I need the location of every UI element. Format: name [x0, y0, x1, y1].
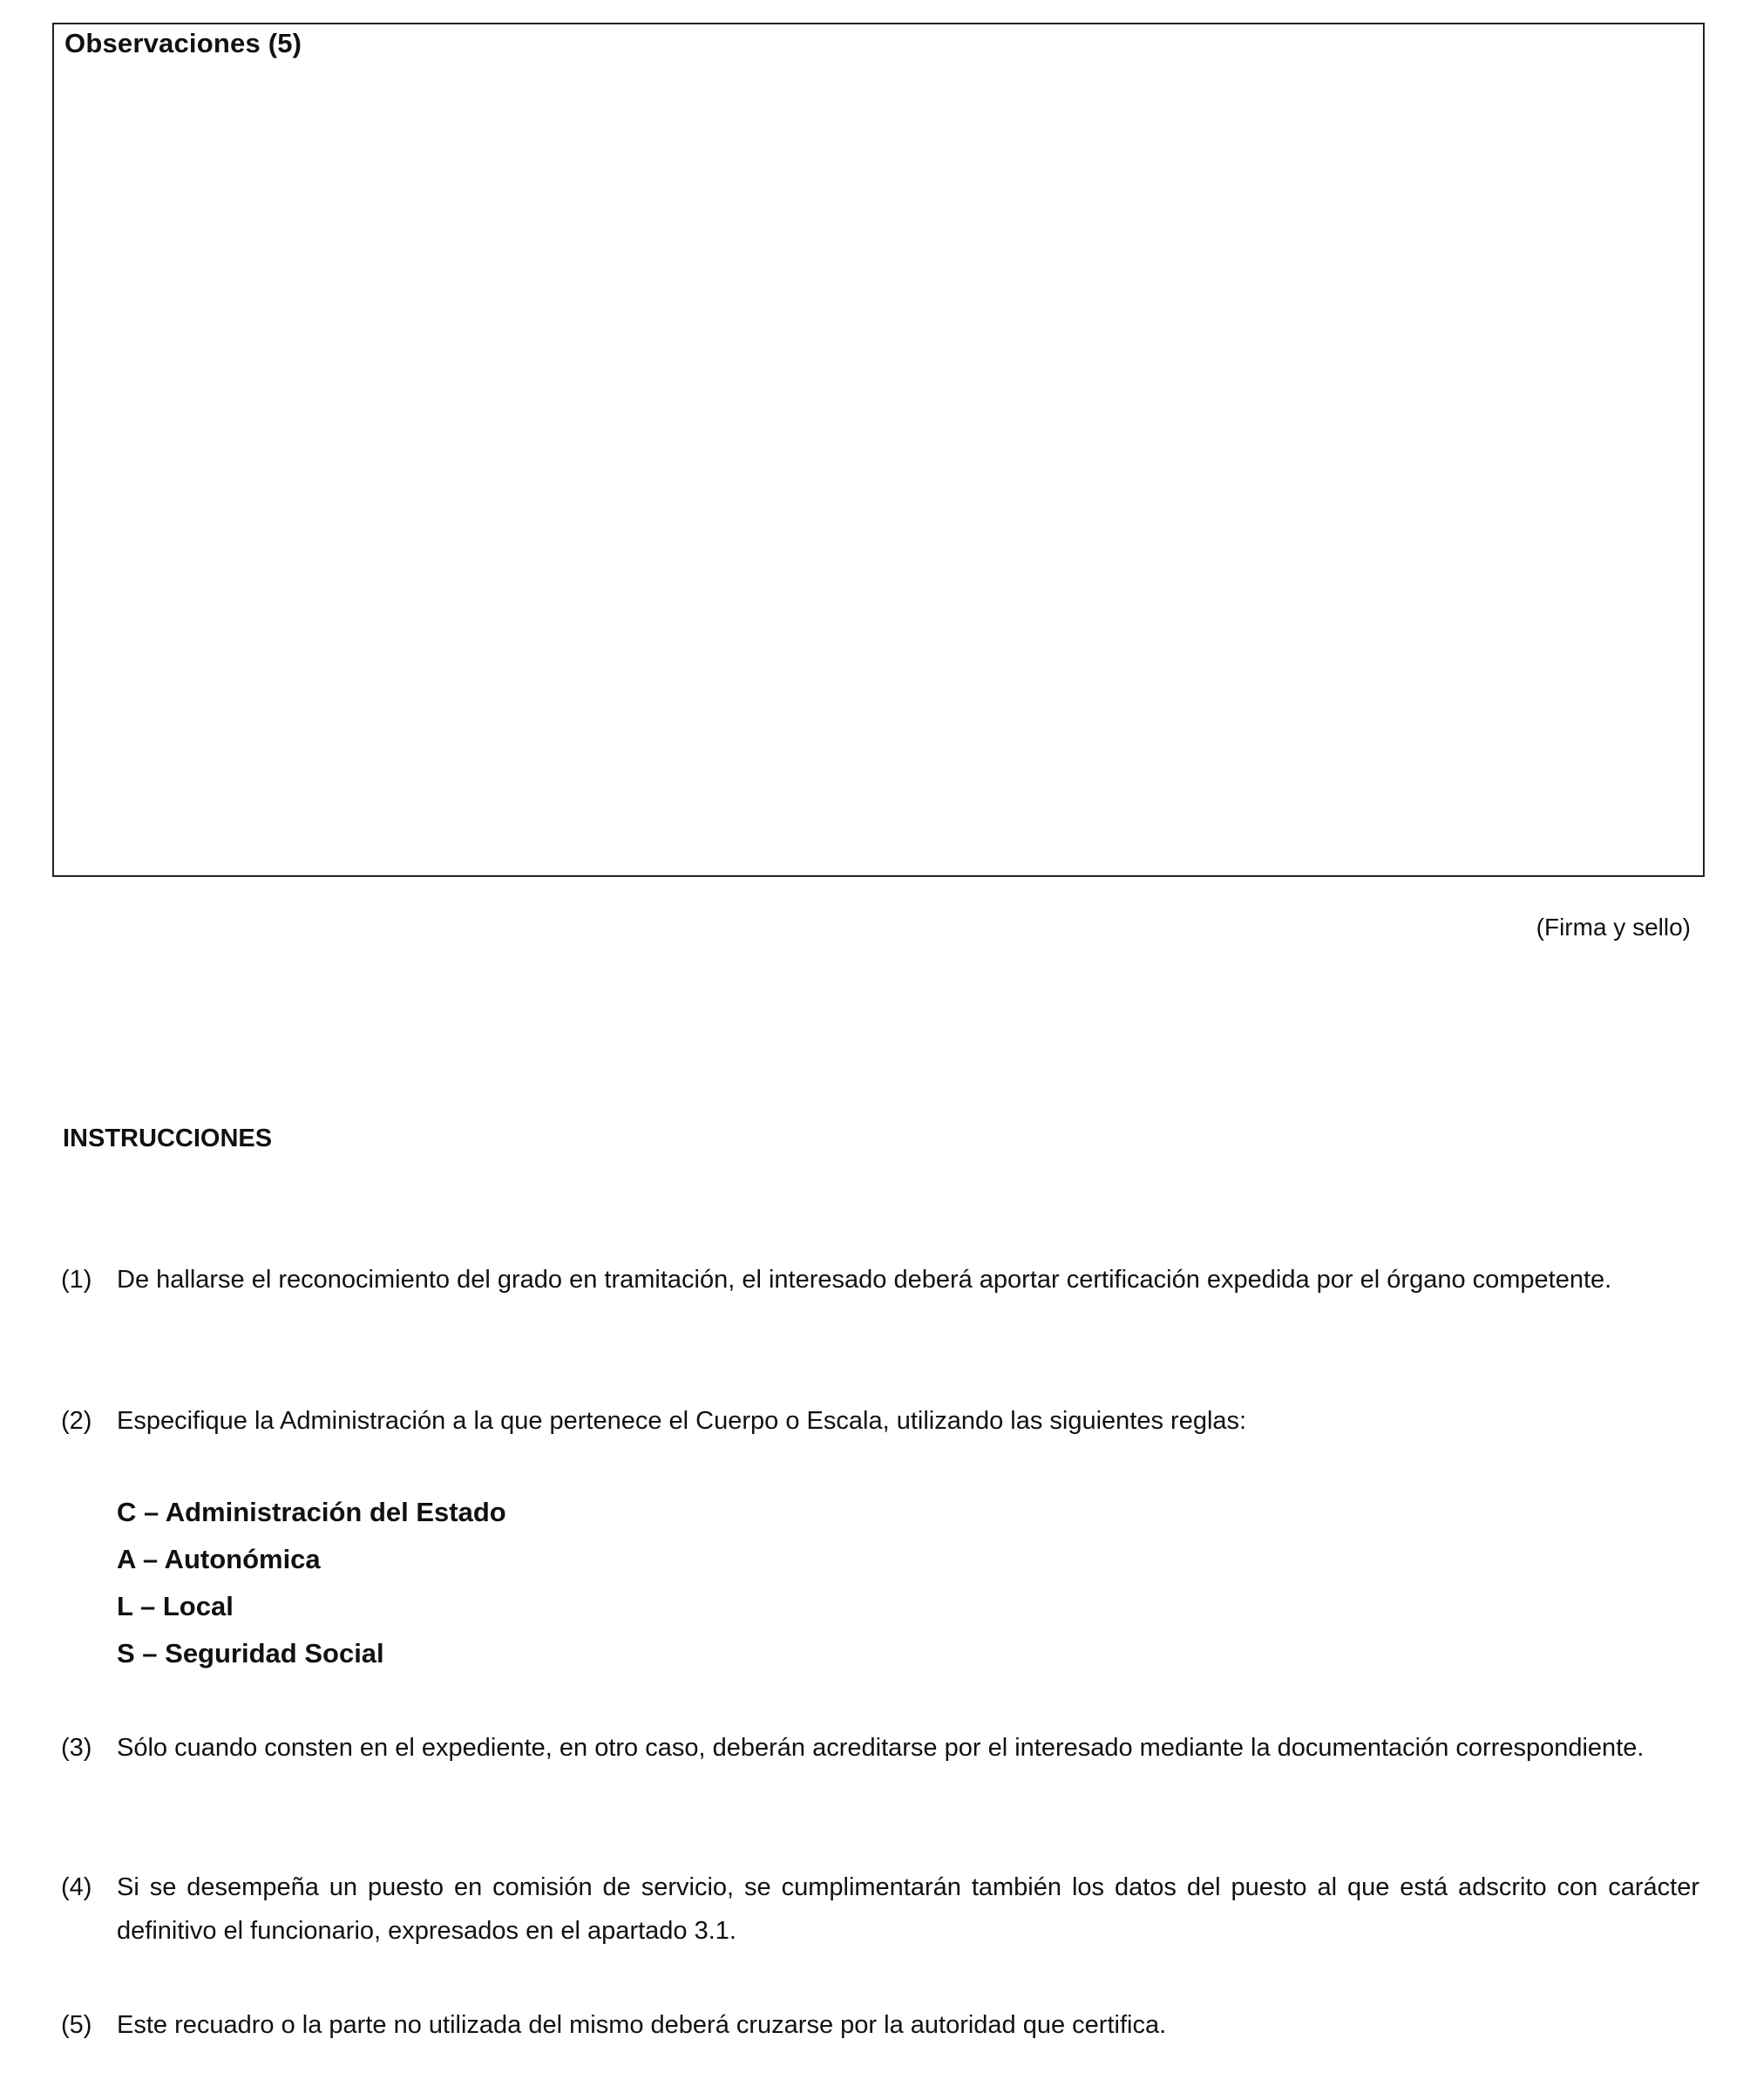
note-text: Especifique la Administración a la que pertenece el Cuerpo o Escala, utilizando las siguientes reglas:: [117, 1407, 1247, 1435]
administracion-rules-list: [117, 1489, 506, 1677]
observaciones-box[interactable]: [52, 23, 1705, 877]
firma-y-sello-label: (Firma y sello): [1536, 914, 1691, 941]
note-2: [61, 1399, 1699, 1443]
note-3: [61, 1726, 1699, 1770]
note-number: (4): [61, 1873, 92, 1901]
rule-item: L – Local: [117, 1591, 234, 1621]
note-5: [61, 2003, 1699, 2047]
note-text: Este recuadro o la parte no utilizada del mismo deberá cruzarse por la autoridad que certifica.: [117, 2011, 1167, 2039]
rule-item: C – Administración del Estado: [117, 1497, 506, 1527]
rule-item: S – Seguridad Social: [117, 1638, 384, 1668]
note-text: De hallarse el reconocimiento del grado en tramitación, el interesado deberá aportar certificación expedida por el órgano competente.: [117, 1266, 1612, 1294]
note-number: (5): [61, 2011, 92, 2039]
note-number: (1): [61, 1266, 92, 1294]
note-text: Si se desempeña un puesto en comisión de servicio, se cumplimentarán también los datos del puesto al que está adscrito con carácter definitivo el funcionario, expresados en el apartado 3.1.: [117, 1873, 1699, 1945]
note-4: [61, 1866, 1699, 1953]
note-1: [61, 1258, 1699, 1301]
instrucciones-heading: INSTRUCCIONES: [63, 1125, 273, 1152]
observaciones-title: Observaciones (5): [64, 28, 302, 58]
note-text: Sólo cuando consten en el expediente, en otro caso, deberán acreditarse por el interesado mediante la documentación correspondiente.: [117, 1734, 1645, 1762]
note-number: (2): [61, 1407, 92, 1435]
note-number: (3): [61, 1734, 92, 1762]
rule-item: A – Autonómica: [117, 1544, 321, 1574]
